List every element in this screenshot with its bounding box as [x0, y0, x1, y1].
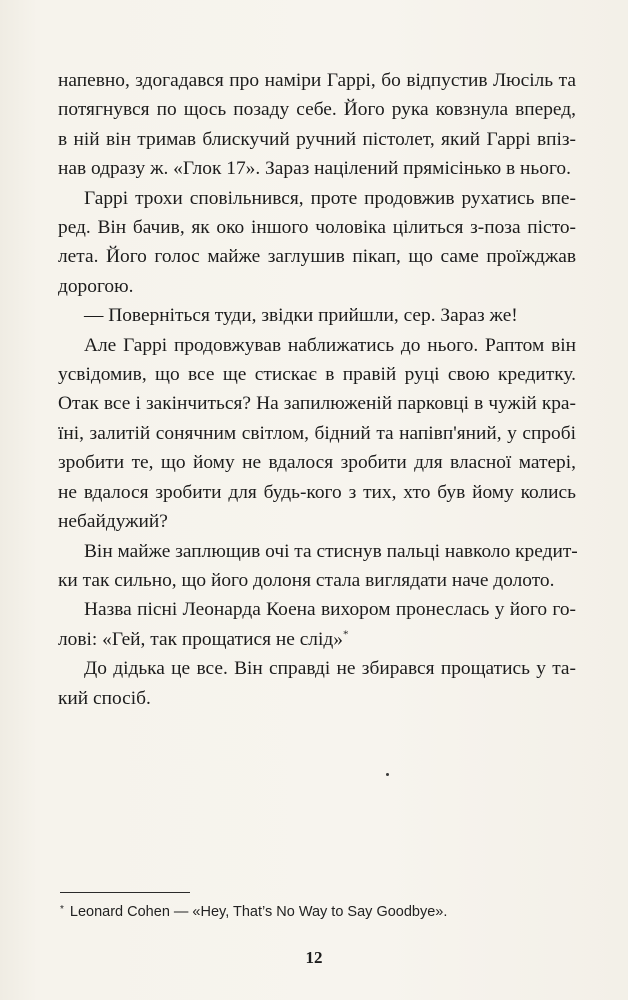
text-line: в ній він тримав блискучий ручний пістолет, який Гаррі впіз-: [58, 128, 576, 150]
text-line: Він майже заплющив очі та стиснув пальці навколо кредит-: [84, 540, 578, 562]
text-line: зробити те, що йому не вдалося зробити для власної матері,: [58, 452, 576, 474]
footnote-marker: *: [60, 904, 64, 915]
footnote-marker: *: [342, 628, 349, 641]
text-line: дорогою.: [58, 275, 134, 297]
text-line: не вдалося зробити для будь-кого з тих, хто був йому колись: [58, 481, 576, 503]
text-line: кий спосіб.: [58, 687, 151, 709]
paragraph-3: [58, 301, 576, 330]
body-text: [58, 66, 576, 713]
page-number: 12: [305, 948, 323, 967]
paragraph-4: [58, 331, 576, 360]
text-line: ред. Він бачив, як око іншого чоловіка цілиться з-поза пісто-: [58, 217, 576, 239]
text-line: До дідька це все. Він справді не збирався прощатись у та-: [84, 658, 576, 680]
paragraph-5-cont: [58, 566, 576, 595]
text-line: [58, 625, 576, 654]
footnote-divider: [60, 892, 190, 893]
text-line: Гаррі трохи сповільнився, проте продовжив рухатись впе-: [84, 187, 576, 209]
text-line: Назва пісні Леонарда Коена вихором пронеслась у його го-: [84, 599, 576, 621]
text-line: усвідомив, що все ще стискає в правій руці свою кредитку.: [58, 364, 576, 386]
paragraph-7: [58, 654, 576, 683]
print-speck: [386, 773, 389, 776]
paragraph-5: [58, 537, 576, 566]
text-line: — Поверніться туди, звідки прийшли, сер. Зараз же!: [84, 305, 518, 327]
paragraph-6-cont: [58, 625, 576, 654]
text-line: Отак все і закінчиться? На запилюженій парковці в чужій кра-: [58, 393, 576, 415]
paragraph-4-cont: [58, 360, 576, 536]
text-segment: лові: «Гей, так прощатися не слід»: [58, 628, 343, 650]
text-line: лета. Його голос майже заглушив пікап, що саме проїжджав: [58, 246, 576, 268]
text-line: нав одразу ж. «Глок 17». Зараз націлений прямісінько в нього.: [58, 158, 571, 180]
text-line: напевно, здогадався про наміри Гаррі, бо відпустив Люсіль та: [58, 70, 576, 91]
paragraph-7-cont: [58, 684, 576, 713]
paragraph-6: [58, 595, 576, 624]
footnote: [60, 904, 447, 920]
text-line: потягнувся по щось позаду себе. Його рука ковзнула вперед,: [58, 99, 576, 121]
paragraph-2-cont: [58, 213, 576, 301]
paragraph-2: [58, 184, 576, 213]
paragraph-1: [58, 66, 576, 184]
text-line: Але Гаррі продовжував наближатись до нього. Раптом він: [84, 334, 576, 356]
footnote-text: Leonard Cohen — «Hey, That’s No Way to Say Goodbye».: [69, 904, 448, 920]
text-line: небайдужий?: [58, 511, 168, 533]
text-line: їні, залитій сонячним світлом, бідний та напівп'яний, у спробі: [58, 422, 576, 444]
text-line: ки так сильно, що його долоня стала виглядати наче долото.: [58, 569, 555, 591]
